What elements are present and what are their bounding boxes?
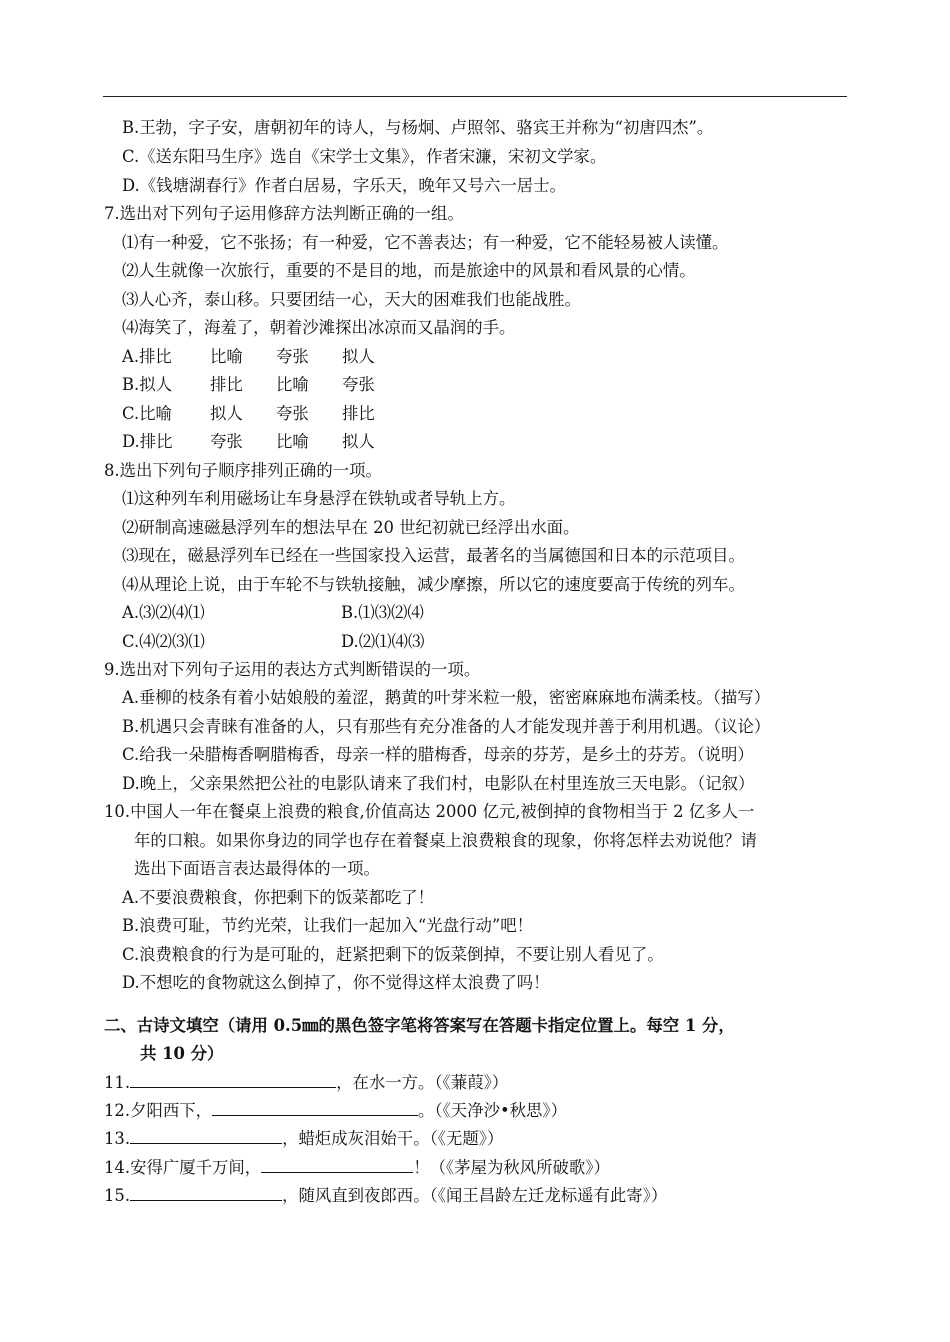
q7-stem: 7.选出对下列句子运用修辞方法判断正确的一组。: [104, 204, 464, 223]
q8-options-row-1: [122, 603, 424, 623]
fill-blank-prefix: 安得广厦千万间，: [130, 1158, 262, 1177]
q9-option-c: C.给我一朵腊梅香啊腊梅香，母亲一样的腊梅香，母亲的芬芳，是乡土的芬芳。（说明）: [122, 745, 754, 764]
q7-option-b-2: 排比: [210, 375, 243, 394]
q8-sentence-3: ⑶现在，磁悬浮列车已经在一些国家投入运营，最著名的当属德国和日本的示范项目。: [122, 546, 745, 565]
q8-sentence-1: ⑴这种列车利用磁场让车身悬浮在铁轨或者导轨上方。: [122, 489, 516, 508]
q7-sentence-4: ⑷海笑了，海羞了，朝着沙滩探出冰凉而又晶润的手。: [122, 318, 516, 337]
q10-stem-line-3: 选出下面语言表达最得体的一项。: [134, 859, 380, 878]
q6-option-d: D.《钱塘湖春行》作者白居易，字乐天，晚年又号六一居士。: [122, 176, 566, 195]
q7-option-d-4: 拟人: [342, 432, 375, 451]
answer-blank[interactable]: [130, 1072, 336, 1088]
q9-option-d: D.晚上，父亲果然把公社的电影队请来了我们村，电影队在村里连放三天电影。（记叙）: [122, 774, 755, 793]
fill-blank-12: [104, 1100, 567, 1121]
q8-option-c: C.⑷⑵⑶⑴: [122, 632, 205, 651]
q7-option-b: [122, 375, 375, 395]
fill-blank-number: 15.: [104, 1186, 131, 1205]
fill-blank-13: [104, 1128, 503, 1149]
q7-option-c-4: 排比: [342, 404, 375, 423]
answer-blank[interactable]: [212, 1100, 418, 1116]
q7-option-a-1: A.排比: [122, 347, 172, 366]
q10-option-b: B.浪费可耻，节约光荣，让我们一起加入“光盘行动”吧！: [122, 916, 533, 935]
answer-blank[interactable]: [130, 1185, 282, 1201]
q8-option-b: B.⑴⑶⑵⑷: [341, 603, 424, 622]
fill-blank-suffix: 。（《天净沙•秋思》）: [418, 1101, 568, 1120]
answer-blank[interactable]: [130, 1128, 282, 1144]
q8-stem: 8.选出下列句子顺序排列正确的一项。: [104, 461, 382, 480]
q7-option-d-1: D.排比: [122, 432, 173, 451]
section-2-title: 二、古诗文填空（请用 0.5㎜的黑色签字笔将答案写在答题卡指定位置上。每空 1 分，: [104, 1016, 735, 1035]
q7-option-d-3: 比喻: [276, 432, 309, 451]
q8-options-row-2: [122, 632, 424, 652]
q7-option-a-3: 夸张: [276, 347, 309, 366]
q7-option-a-2: 比喻: [210, 347, 243, 366]
q7-option-d-2: 夸张: [210, 432, 243, 451]
q7-option-b-1: B.拟人: [122, 375, 173, 394]
q8-sentence-2: ⑵研制高速磁悬浮列车的想法早在 20 世纪初就已经浮出水面。: [122, 518, 580, 537]
q9-stem: 9.选出对下列句子运用的表达方式判断错误的一项。: [104, 660, 481, 679]
q10-option-a: A.不要浪费粮食，你把剩下的饭菜都吃了！: [122, 888, 435, 907]
q7-option-d: [122, 432, 375, 452]
fill-blank-prefix: 夕阳西下，: [130, 1101, 213, 1120]
fill-blank-number: 14.: [104, 1158, 131, 1177]
fill-blank-suffix: ，随风直到夜郎西。（《闻王昌龄左迁龙标遥有此寄》）: [282, 1186, 668, 1205]
q7-option-a: [122, 347, 375, 367]
q8-option-d: D.⑵⑴⑷⑶: [341, 632, 425, 651]
q7-sentence-2: ⑵人生就像一次旅行，重要的不是目的地，而是旅途中的风景和看风景的心情。: [122, 261, 696, 280]
fill-blank-11: [104, 1072, 508, 1093]
q9-option-a: A.垂柳的枝条有着小姑娘般的羞涩，鹅黄的叶芽米粒一般，密密麻麻地布满柔枝。（描写）: [122, 688, 771, 707]
fill-blank-14: [104, 1157, 610, 1178]
fill-blank-suffix: ，蜡炬成灰泪始干。（《无题》）: [282, 1129, 504, 1148]
q7-option-c: [122, 404, 375, 424]
q6-option-c: C.《送东阳马生序》选自《宋学士文集》，作者宋濂，宋初文学家。: [122, 147, 607, 166]
q7-option-c-1: C.比喻: [122, 404, 172, 423]
section-2-title-cont: 共 10 分）: [140, 1044, 224, 1063]
q7-option-b-3: 比喻: [276, 375, 309, 394]
q10-stem-line-2: 年的口粮。如果你身边的同学也存在着餐桌上浪费粮食的现象，你将怎样去劝说他？请: [134, 831, 757, 850]
fill-blank-number: 11.: [104, 1073, 131, 1092]
q8-option-a: A.⑶⑵⑷⑴: [122, 603, 205, 622]
fill-blank-number: 12.: [104, 1101, 131, 1120]
q9-option-b: B.机遇只会青睐有准备的人，只有那些有充分准备的人才能发现并善于利用机遇。（议论）: [122, 717, 771, 736]
q8-sentence-4: ⑷从理论上说，由于车轮不与铁轨接触，减少摩擦，所以它的速度要高于传统的列车。: [122, 575, 745, 594]
q10-stem-line-1: 10.中国人一年在餐桌上浪费的粮食,价值高达 2000 亿元,被倒掉的食物相当于 2 亿多人一: [104, 802, 755, 821]
fill-blank-number: 13.: [104, 1129, 131, 1148]
q10-option-c: C.浪费粮食的行为是可耻的，赶紧把剩下的饭菜倒掉，不要让别人看见了。: [122, 945, 664, 964]
answer-blank[interactable]: [261, 1157, 413, 1173]
q7-option-b-4: 夸张: [342, 375, 375, 394]
fill-blank-suffix: ！（《茅屋为秋风所破歌》）: [413, 1158, 610, 1177]
q7-sentence-1: ⑴有一种爱，它不张扬；有一种爱，它不善表达；有一种爱，它不能轻易被人读懂。: [122, 233, 729, 252]
fill-blank-suffix: ，在水一方。（《蒹葭》）: [336, 1073, 509, 1092]
q6-option-b: B.王勃，字子安，唐朝初年的诗人，与杨炯、卢照邻、骆宾王并称为“初唐四杰”。: [122, 118, 714, 137]
q7-option-c-3: 夸张: [276, 404, 309, 423]
header-rule: [103, 96, 847, 97]
q10-option-d: D.不想吃的食物就这么倒掉了，你不觉得这样太浪费了吗！: [122, 973, 550, 992]
fill-blank-15: [104, 1185, 667, 1206]
q7-option-a-4: 拟人: [342, 347, 375, 366]
q7-option-c-2: 拟人: [210, 404, 243, 423]
q7-sentence-3: ⑶人心齐，泰山移。只要团结一心，天大的困难我们也能战胜。: [122, 290, 581, 309]
